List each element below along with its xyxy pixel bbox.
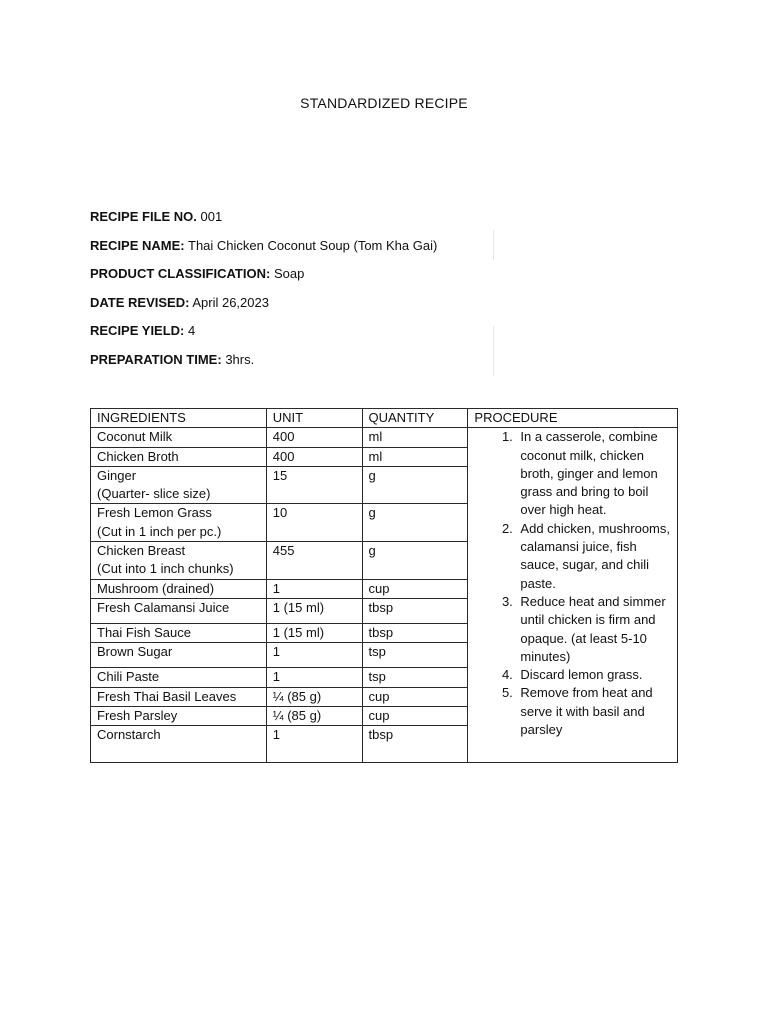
procedure-cell xyxy=(468,428,678,763)
ingredient-name: Fresh Calamansi Juice xyxy=(97,599,230,615)
unit-cell: 10 xyxy=(266,504,362,542)
procedure-step: 5. Remove from heat and serve it with basil and parsley xyxy=(516,684,671,739)
quantity-cell: tsp xyxy=(362,668,468,687)
ingredient-note: (Quarter- slice size) xyxy=(97,486,211,502)
unit-cell: 1 xyxy=(266,668,362,687)
unit-cell: 400 xyxy=(266,428,362,447)
quantity-cell: g xyxy=(362,504,468,542)
ingredient-name: Coconut Milk xyxy=(97,429,173,445)
table-row xyxy=(91,428,678,447)
ingredient-cell xyxy=(91,542,267,580)
ingredient-name: Fresh Thai Basil Leaves xyxy=(97,688,237,704)
quantity-cell: tbsp xyxy=(362,598,468,623)
unit-cell: 1 (15 ml) xyxy=(266,623,362,642)
procedure-step: 3. Reduce heat and simmer until chicken is firm and opaque. (at least 5-10 minutes) xyxy=(516,593,671,666)
ingredient-cell xyxy=(91,504,267,542)
unit-cell: 1 xyxy=(266,579,362,598)
ingredient-name: Ginger xyxy=(97,467,137,483)
table-header-row xyxy=(91,409,678,428)
quantity-cell: cup xyxy=(362,687,468,706)
ingredient-name: Chicken Breast xyxy=(97,543,186,559)
ingredient-name: Thai Fish Sauce xyxy=(97,624,191,640)
ingredient-name: Chili Paste xyxy=(97,669,160,685)
ingredient-name: Brown Sugar xyxy=(97,644,173,660)
quantity-cell: tbsp xyxy=(362,623,468,642)
product-classification xyxy=(90,265,510,294)
product-classification-label: PRODUCT CLASSIFICATION: xyxy=(90,266,271,281)
product-classification-value: Soap xyxy=(273,266,305,281)
recipe-name xyxy=(90,237,510,266)
recipe-yield-value: 4 xyxy=(188,323,196,338)
ingredient-cell xyxy=(91,706,267,725)
header-ingredients: INGREDIENTS xyxy=(91,409,267,428)
quantity-cell: cup xyxy=(362,579,468,598)
unit-cell: ¼ (85 g) xyxy=(266,706,362,725)
ingredient-name: Mushroom (drained) xyxy=(97,580,215,596)
header-procedure: PROCEDURE xyxy=(468,409,678,428)
unit-cell: 400 xyxy=(266,447,362,466)
divider xyxy=(493,326,494,376)
ingredient-cell xyxy=(91,726,267,763)
unit-cell: 455 xyxy=(266,542,362,580)
ingredient-name: Fresh Lemon Grass xyxy=(97,505,212,521)
ingredient-cell xyxy=(91,687,267,706)
date-revised-value: April 26,2023 xyxy=(192,294,269,310)
quantity-cell: tsp xyxy=(362,643,468,668)
recipe-name-value: Thai Chicken Coconut Soup (Tom Kha Gai) xyxy=(188,237,438,253)
quantity-cell: tbsp xyxy=(362,726,468,763)
divider xyxy=(493,230,494,260)
recipe-meta xyxy=(90,208,510,379)
procedure-step: 4. Discard lemon grass. xyxy=(516,666,671,684)
ingredient-cell xyxy=(91,598,267,623)
ingredient-cell xyxy=(91,447,267,466)
unit-cell: 1 (15 ml) xyxy=(266,598,362,623)
ingredient-cell xyxy=(91,668,267,687)
procedure-step: 1. In a casserole, combine coconut milk, chicken broth, ginger and lemon grass and bring to boil over high heat. xyxy=(516,428,671,519)
header-unit: UNIT xyxy=(266,409,362,428)
quantity-cell: ml xyxy=(362,428,468,447)
date-revised xyxy=(90,294,510,323)
ingredient-note: (Cut in 1 inch per pc.) xyxy=(97,523,222,539)
ingredient-name: Cornstarch xyxy=(97,727,161,743)
date-revised-label: DATE REVISED: xyxy=(90,294,190,310)
preparation-time-value: 3hrs. xyxy=(225,351,255,367)
recipe-yield-label: RECIPE YIELD: xyxy=(90,323,185,338)
quantity-cell: ml xyxy=(362,447,468,466)
recipe-file-no xyxy=(90,208,510,237)
recipe-file-no-label: RECIPE FILE NO. xyxy=(90,209,197,224)
page-title: STANDARDIZED RECIPE xyxy=(300,95,468,111)
procedure-list xyxy=(472,428,671,739)
ingredient-cell xyxy=(91,428,267,447)
ingredient-note: (Cut into 1 inch chunks) xyxy=(97,561,234,577)
ingredient-cell xyxy=(91,466,267,504)
ingredient-name: Fresh Parsley xyxy=(97,707,178,723)
recipe-file-no-value: 001 xyxy=(200,209,223,224)
procedure-step: 2. Add chicken, mushrooms, calamansi juice, fish sauce, sugar, and chili paste. xyxy=(516,520,671,593)
ingredient-cell xyxy=(91,643,267,668)
ingredient-name: Chicken Broth xyxy=(97,448,179,464)
unit-cell: 15 xyxy=(266,466,362,504)
preparation-time xyxy=(90,351,510,380)
ingredient-cell xyxy=(91,623,267,642)
quantity-cell: g xyxy=(362,542,468,580)
preparation-time-label: PREPARATION TIME: xyxy=(90,351,222,367)
recipe-table xyxy=(90,408,678,763)
header-quantity: QUANTITY xyxy=(362,409,468,428)
ingredient-cell xyxy=(91,579,267,598)
unit-cell: 1 xyxy=(266,726,362,763)
recipe-yield xyxy=(90,322,510,351)
unit-cell: ¼ (85 g) xyxy=(266,687,362,706)
quantity-cell: g xyxy=(362,466,468,504)
unit-cell: 1 xyxy=(266,643,362,668)
recipe-name-label: RECIPE NAME: xyxy=(90,237,185,253)
quantity-cell: cup xyxy=(362,706,468,725)
